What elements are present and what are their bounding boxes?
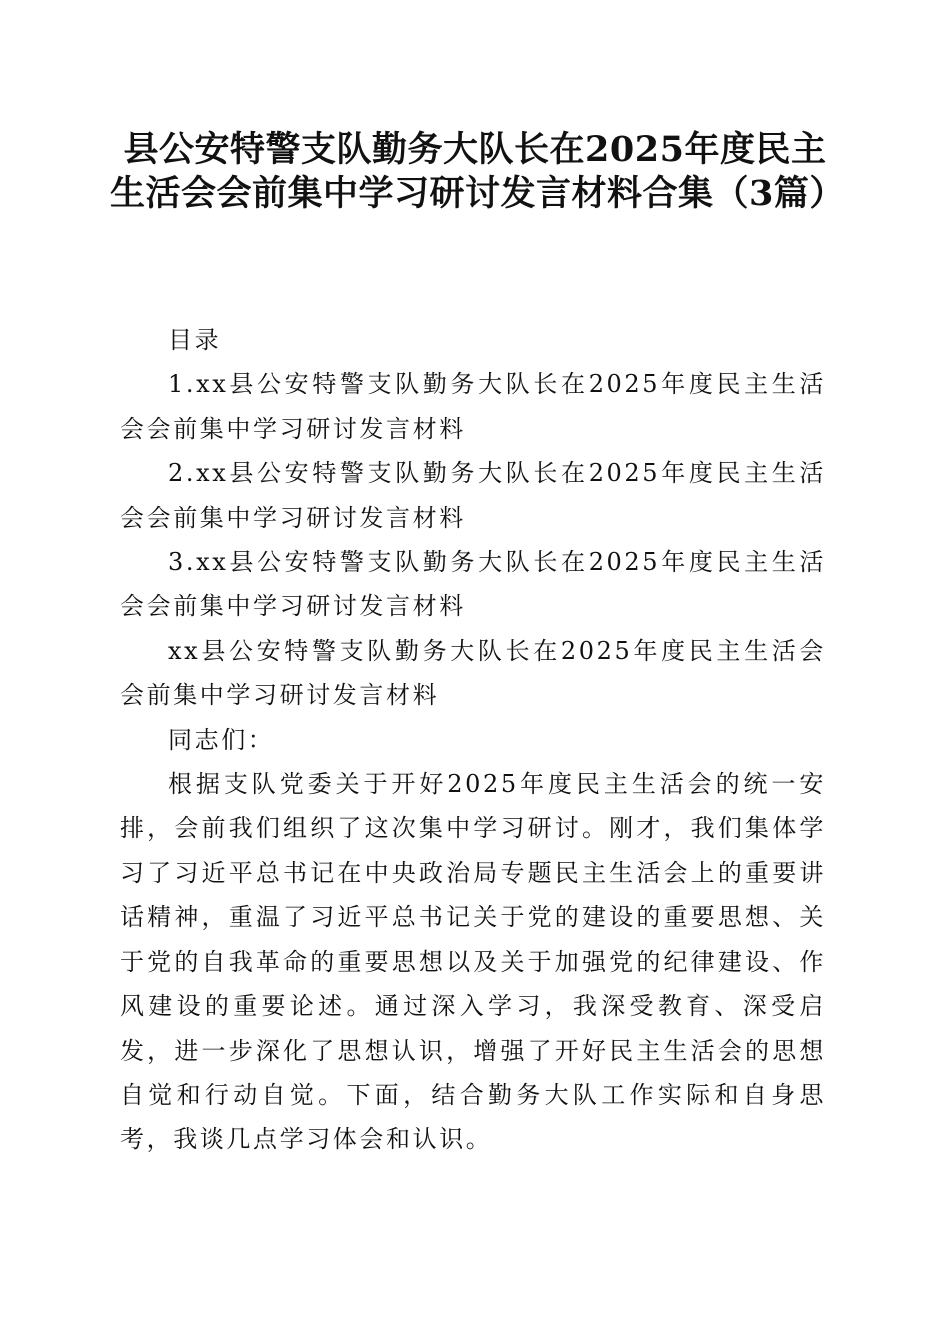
salutation: 同志们： xyxy=(168,725,275,754)
toc-item: 1.xx县公安特警支队勤务大队长在2025年度民主生活会会前集中学习研讨发言材料 xyxy=(120,370,826,443)
body-paragraph: 根据支队党委关于开好2025年度民主生活会的统一安排，会前我们组织了这次集中学习研讨。刚才，我们集体学习了习近平总书记在中央政治局专题民主生活会上的重要讲话精神，重温了习近平总书记关于党的建设的重要思想、关于党的自我革命的重要思想以及关于加强党的纪律建设、作风建设的重要论述。通过深入学习，我深受教育、深受启发，进一步深化了思想认识，增强了开好民主生活会的思想自觉和行动自觉。下面，结合勤务大队工作实际和自身思考，我谈几点学习体会和认识。 xyxy=(120,770,826,1154)
document-title: 县公安特警支队勤务大队长在2025年度民主生活会会前集中学习研讨发言材料合集（3篇） xyxy=(110,129,845,214)
article-title: xx县公安特警支队勤务大队长在2025年度民主生活会会前集中学习研讨发言材料 xyxy=(120,636,826,710)
toc-item: 3.xx县公安特警支队勤务大队长在2025年度民主生活会会前集中学习研讨发言材料 xyxy=(120,548,826,621)
toc-heading: 目录 xyxy=(168,326,222,354)
document-body xyxy=(120,318,826,1162)
toc-item: 2.xx县公安特警支队勤务大队长在2025年度民主生活会会前集中学习研讨发言材料 xyxy=(120,459,826,532)
